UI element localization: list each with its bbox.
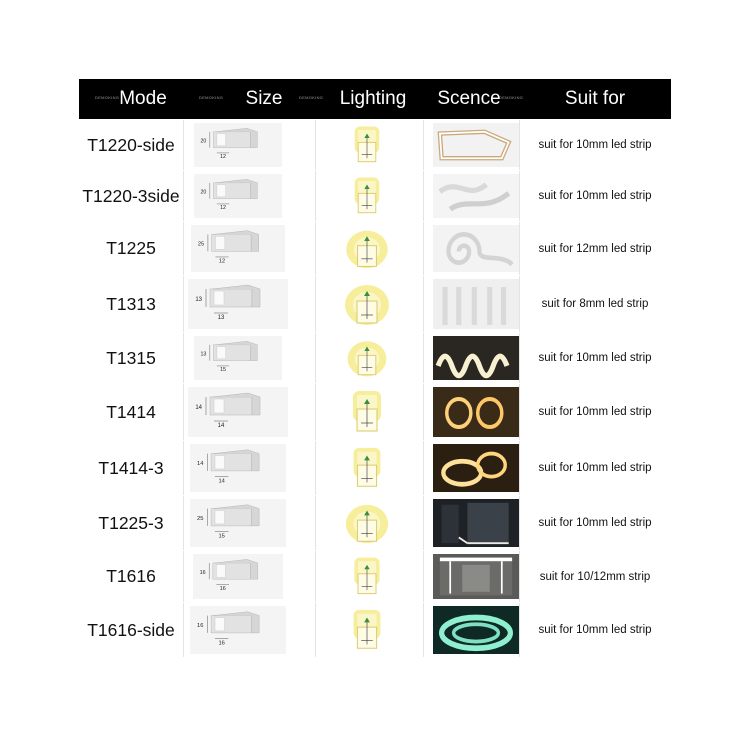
- suit-for-text: suit for 12mm led strip: [538, 242, 652, 255]
- column-divider: [423, 384, 424, 440]
- column-divider: [423, 551, 424, 602]
- model-code: T1220-3side: [82, 185, 180, 206]
- model-code: T1414: [106, 401, 156, 422]
- column-divider: [519, 603, 520, 657]
- scene-photo: [433, 174, 519, 218]
- column-divider: [423, 603, 424, 657]
- profile-size-diagram: [187, 499, 289, 547]
- scene-photo: [433, 279, 519, 329]
- suit-for-text: suit for 8mm led strip: [541, 298, 649, 310]
- table-row: [79, 171, 671, 221]
- height-dimension-label: 16: [199, 569, 206, 576]
- height-dimension-label: 16: [197, 623, 204, 630]
- column-divider: [519, 222, 520, 275]
- column-divider: [315, 441, 316, 495]
- column-divider: [183, 441, 184, 495]
- profile-size-diagram: [187, 387, 289, 437]
- model-code: T1313: [106, 293, 156, 314]
- column-divider: [315, 384, 316, 440]
- lighting-beam-diagram: [317, 444, 417, 492]
- header-brand-mark: DEMOKING: [499, 95, 524, 100]
- column-divider: [315, 171, 316, 221]
- lighting-beam-diagram: [317, 174, 417, 218]
- column-divider: [183, 551, 184, 602]
- height-dimension-label: 25: [197, 516, 204, 523]
- model-code: T1616: [106, 566, 156, 586]
- column-divider: [315, 333, 316, 383]
- column-divider: [519, 441, 520, 495]
- column-divider: [315, 276, 316, 332]
- suit-for-text: suit for 10mm led strip: [538, 462, 652, 474]
- column-divider: [183, 333, 184, 383]
- column-divider: [519, 551, 520, 602]
- width-dimension-label: 14: [217, 423, 225, 429]
- profile-size-diagram: [187, 174, 289, 218]
- profile-size-diagram: [187, 444, 289, 492]
- lighting-beam-diagram: [317, 225, 417, 272]
- scene-photo: [433, 336, 519, 380]
- column-divider: [519, 171, 520, 221]
- suit-for-text: suit for 10mm led strip: [538, 190, 652, 202]
- table-row: [79, 276, 671, 332]
- scene-photo: [433, 554, 519, 599]
- header-suit-for: Suit for: [564, 88, 626, 109]
- profile-size-diagram: [187, 123, 289, 167]
- header-lighting: Lighting: [339, 88, 407, 109]
- column-divider: [315, 222, 316, 275]
- lighting-beam-diagram: [317, 499, 417, 547]
- table-row: [79, 551, 671, 602]
- column-divider: [183, 384, 184, 440]
- column-divider: [183, 120, 184, 170]
- header-brand-mark: DEMOKING: [199, 95, 224, 100]
- scene-photo: [433, 225, 519, 272]
- column-divider: [183, 276, 184, 332]
- column-divider: [519, 276, 520, 332]
- profile-size-diagram: [187, 336, 289, 380]
- lighting-beam-diagram: [317, 279, 417, 329]
- height-dimension-label: 14: [195, 405, 202, 411]
- column-divider: [315, 120, 316, 170]
- column-divider: [315, 496, 316, 550]
- height-dimension-label: 20: [200, 138, 207, 145]
- column-divider: [183, 496, 184, 550]
- suit-for-text: suit for 10mm led strip: [538, 139, 652, 151]
- column-divider: [315, 603, 316, 657]
- column-divider: [519, 120, 520, 170]
- model-code: T1616-side: [87, 619, 175, 640]
- lighting-beam-diagram: [317, 336, 417, 380]
- column-divider: [423, 276, 424, 332]
- width-dimension-label: 15: [220, 367, 226, 374]
- table-row: [79, 384, 671, 440]
- width-dimension-label: 12: [220, 205, 226, 212]
- column-divider: [183, 222, 184, 275]
- header-brand-mark: DEMOKING: [299, 95, 324, 100]
- scene-photo: [433, 444, 519, 492]
- model-code: T1225: [106, 238, 156, 258]
- header-brand-mark: DEMOKING: [95, 95, 120, 100]
- model-code: T1414-3: [98, 457, 164, 478]
- table-row: [79, 333, 671, 383]
- height-dimension-label: 13: [195, 297, 202, 303]
- suit-for-text: suit for 10mm led strip: [538, 352, 652, 364]
- profile-size-diagram: [187, 225, 289, 272]
- height-dimension-label: 20: [200, 189, 207, 196]
- suit-for-text: suit for 10mm led strip: [538, 406, 652, 418]
- header-size: Size: [245, 88, 283, 109]
- column-divider: [423, 171, 424, 221]
- table-row: [79, 222, 671, 275]
- column-divider: [423, 120, 424, 170]
- height-dimension-label: 25: [197, 241, 205, 248]
- column-divider: [423, 222, 424, 275]
- scene-photo: [433, 387, 519, 437]
- suit-for-text: suit for 10mm led strip: [538, 624, 652, 636]
- profile-size-diagram: [187, 606, 289, 654]
- suit-for-text: suit for 10mm led strip: [538, 517, 652, 529]
- model-code: T1220-side: [87, 134, 175, 155]
- lighting-beam-diagram: [317, 123, 417, 167]
- suit-for-text: suit for 10/12mm strip: [539, 570, 651, 583]
- model-code: T1225-3: [98, 512, 164, 533]
- lighting-beam-diagram: [317, 387, 417, 437]
- table-row: [79, 496, 671, 550]
- column-divider: [423, 496, 424, 550]
- model-code: T1315: [106, 347, 156, 368]
- width-dimension-label: 12: [218, 258, 226, 265]
- column-divider: [519, 384, 520, 440]
- column-divider: [423, 441, 424, 495]
- profile-size-diagram: [187, 554, 289, 599]
- width-dimension-label: 16: [219, 586, 226, 592]
- header-mode: Mode: [119, 88, 167, 109]
- column-divider: [315, 551, 316, 602]
- header-scene: Scence: [437, 88, 501, 109]
- table-row: [79, 441, 671, 495]
- table-header: [79, 79, 671, 119]
- table-row: [79, 603, 671, 657]
- profile-size-diagram: [187, 279, 289, 329]
- scene-photo: [433, 123, 519, 167]
- scene-photo: [433, 499, 519, 547]
- column-divider: [519, 496, 520, 550]
- column-divider: [519, 333, 520, 383]
- width-dimension-label: 12: [220, 154, 226, 161]
- width-dimension-label: 13: [217, 315, 225, 321]
- lighting-beam-diagram: [317, 554, 417, 599]
- width-dimension-label: 16: [218, 640, 225, 647]
- lighting-beam-diagram: [317, 606, 417, 654]
- width-dimension-label: 15: [218, 533, 225, 540]
- column-divider: [183, 603, 184, 657]
- scene-photo: [433, 606, 519, 654]
- height-dimension-label: 13: [200, 351, 207, 358]
- table-row: [79, 120, 671, 170]
- column-divider: [423, 333, 424, 383]
- column-divider: [183, 171, 184, 221]
- width-dimension-label: 14: [218, 478, 225, 485]
- height-dimension-label: 14: [197, 461, 204, 468]
